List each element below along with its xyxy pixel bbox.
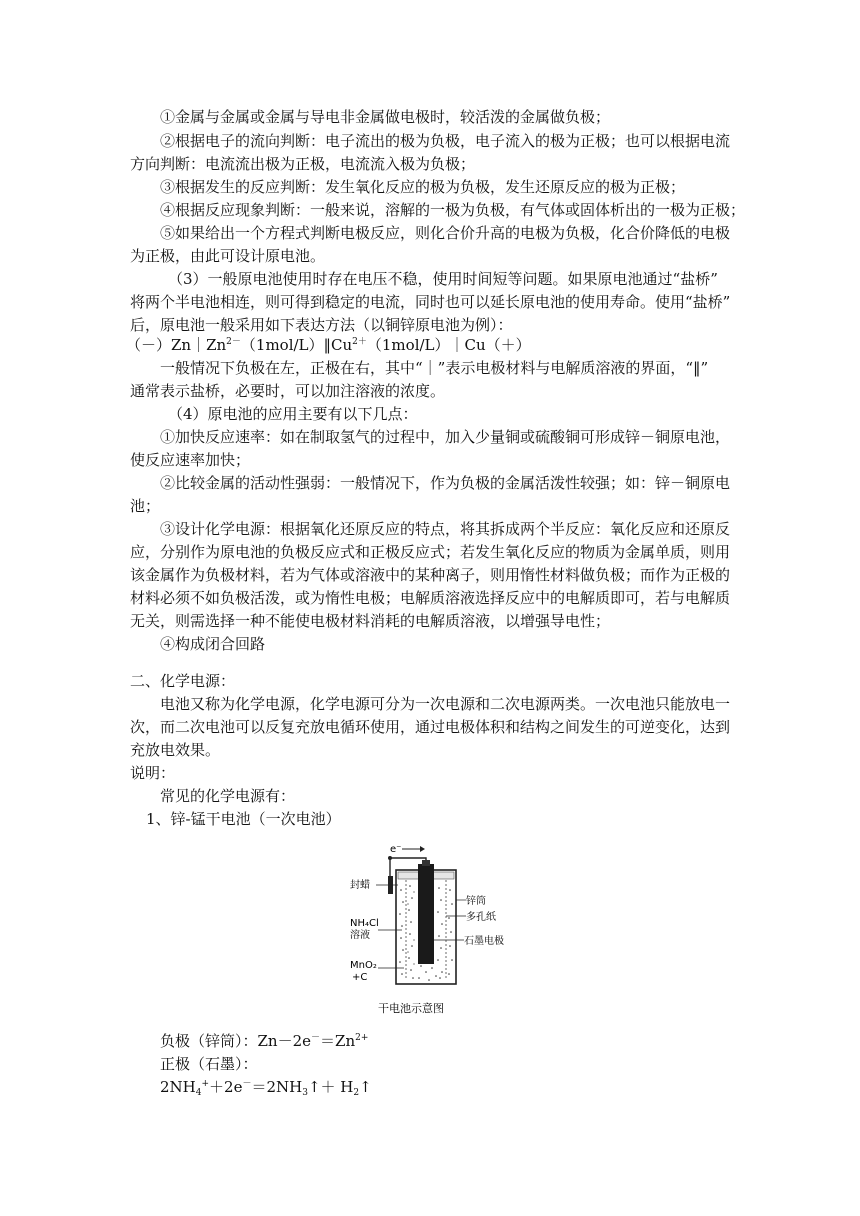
label-mno2: MnO₂ bbox=[350, 960, 377, 971]
neg-sup-e: － bbox=[311, 1033, 321, 1043]
para-rule-1: ①金属与金属或金属与导电非金属做电极时，较活泼的金属做负极； bbox=[160, 108, 611, 126]
para-rule-5-line1: ⑤如果给出一个方程式判断电极反应，则化合价升高的电极为负极，化合价降低的电极 bbox=[160, 224, 731, 242]
pos-a: 2NH bbox=[160, 1078, 196, 1096]
positive-electrode-equation bbox=[160, 1076, 372, 1098]
pos-sup-plus: + bbox=[201, 1079, 210, 1089]
pos-e: ↑ bbox=[359, 1078, 372, 1096]
app-2-line1: ②比较金属的活动性强弱：一般情况下，作为负极的金属活泼性较强；如：锌－铜原电 bbox=[160, 474, 731, 492]
app-1-line2: 使反应速率加快； bbox=[130, 451, 251, 469]
app-3-line5: 无关，则需选择一种不能使电极材料消耗的电解质溶液，以增强导电性； bbox=[130, 612, 611, 630]
label-nh4cl: NH₄Cl bbox=[350, 918, 379, 929]
figure-caption: 干电池示意图 bbox=[378, 1002, 444, 1015]
app-3-line1: ③设计化学电源：根据氧化还原反应的特点，将其拆成两个半反应：氧化反应和还原反 bbox=[160, 520, 731, 538]
app-3-line2: 应，分别作为原电池的负极反应式和正极反应式；若发生氧化反应的物质为金属单质，则用 bbox=[130, 543, 731, 561]
electron-arrowhead bbox=[420, 846, 425, 852]
para-rule-4: ④根据反应现象判断：一般来说，溶解的一极为负极，有气体或固体析出的一极为正极； bbox=[160, 201, 746, 219]
heading-chemical-power: 二、化学电源： bbox=[130, 672, 236, 690]
section-3-line1: （3）一般原电池使用时存在电压不稳，使用时间短等问题。如果原电池通过“盐桥” bbox=[168, 270, 718, 288]
item-zinc-manganese: 1、锌-锰干电池（一次电池） bbox=[146, 810, 341, 828]
negative-electrode-equation bbox=[160, 1030, 368, 1052]
section-4-heading: （4）原电池的应用主要有以下几点： bbox=[168, 405, 418, 423]
positive-cap bbox=[422, 860, 430, 866]
common-sources: 常见的化学电源有： bbox=[160, 787, 296, 805]
para-rule-2-line1: ②根据电子的流向判断：电子流出的极为负极，电子流入的极为正极；也可以根据电流 bbox=[160, 132, 731, 150]
section-3-line2: 将两个半电池相连，则可得到稳定的电流，同时也可以延长原电池的使用寿命。使用“盐桥” bbox=[130, 293, 731, 311]
cell-notation bbox=[126, 334, 531, 356]
graphite-rod bbox=[418, 864, 434, 964]
chem-para-line2: 次，而二次电池可以反复充放电循环使用，通过电极体积和结构之间发生的可逆变化，达到 bbox=[130, 718, 731, 736]
section-3-line4: 一般情况下负极在左，正极在右，其中“｜”表示电极材料与电解质溶液的界面，“‖” bbox=[160, 359, 709, 377]
neg-sup-ion: 2+ bbox=[355, 1033, 369, 1043]
neg-eq: ＝Zn bbox=[320, 1032, 356, 1050]
pos-sub-2: 2 bbox=[353, 1088, 360, 1098]
cell-notation-sup1: 2－ bbox=[226, 337, 241, 347]
section-3-line3: 后，原电池一般采用如下表达方法（以铜锌原电池为例）： bbox=[130, 316, 513, 334]
neg-label: 负极（锌筒）：Zn－2e bbox=[160, 1032, 312, 1050]
note-label: 说明： bbox=[130, 764, 176, 782]
label-seal: 封蜡 bbox=[350, 880, 370, 891]
pos-sub-4: 4 bbox=[195, 1088, 202, 1098]
para-rule-3: ③根据发生的反应判断：发生氧化反应的极为负极，发生还原反应的极为正极； bbox=[160, 178, 686, 196]
cell-notation-part2: （1mol/L）‖Cu bbox=[240, 336, 353, 354]
app-2-line2: 池； bbox=[130, 497, 161, 515]
electron-label: e⁻ bbox=[390, 844, 402, 855]
section-3-line5: 通常表示盐桥，必要时，可以加注溶液的浓度。 bbox=[130, 382, 446, 400]
pos-d: ↑＋ H bbox=[307, 1078, 354, 1096]
label-solution: 溶液 bbox=[350, 930, 370, 941]
app-4: ④构成闭合回路 bbox=[160, 635, 266, 653]
label-graphite: 石墨电极 bbox=[464, 936, 504, 947]
dry-cell-diagram bbox=[346, 840, 510, 1018]
positive-electrode-label: 正极（石墨）： bbox=[160, 1055, 258, 1073]
cell-notation-part3: （1mol/L）｜Cu（＋） bbox=[366, 336, 531, 354]
cell-notation-sup2: 2＋ bbox=[352, 337, 367, 347]
label-zinc-can: 锌筒 bbox=[466, 896, 486, 907]
label-carbon: +C bbox=[352, 972, 368, 983]
label-porous-paper: 多孔纸 bbox=[466, 912, 496, 923]
wire-joint-left bbox=[388, 856, 392, 860]
para-rule-2-line2: 方向判断：电流流出极为正极，电流流入极为负极； bbox=[130, 155, 476, 173]
chem-para-line3: 充放电效果。 bbox=[130, 741, 221, 759]
app-3-line3: 该金属作为负极材料，若为气体或溶液中的某种离子，则用惰性材料做负极；而作为正极的 bbox=[130, 566, 731, 584]
pos-sub-3: 3 bbox=[302, 1088, 308, 1098]
app-3-line4: 材料必须不如负极活泼，或为惰性电极；电解质溶液选择反应中的电解质即可，若与电解质 bbox=[130, 589, 731, 607]
pos-sup-e: － bbox=[242, 1079, 252, 1089]
pos-c: ＝2NH bbox=[251, 1078, 303, 1096]
pos-b: ＋2e bbox=[209, 1078, 243, 1096]
app-1-line1: ①加快反应速率：如在制取氢气的过程中，加入少量铜或硫酸铜可形成锌－铜原电池， bbox=[160, 428, 731, 446]
cell-notation-part1: （－）Zn｜Zn bbox=[126, 336, 227, 354]
chem-para-line1: 电池又称为化学电源，化学电源可分为一次电源和二次电源两类。一次电池只能放电一 bbox=[160, 695, 731, 713]
para-rule-5-line2: 为正极，由此可设计原电池。 bbox=[130, 247, 326, 265]
